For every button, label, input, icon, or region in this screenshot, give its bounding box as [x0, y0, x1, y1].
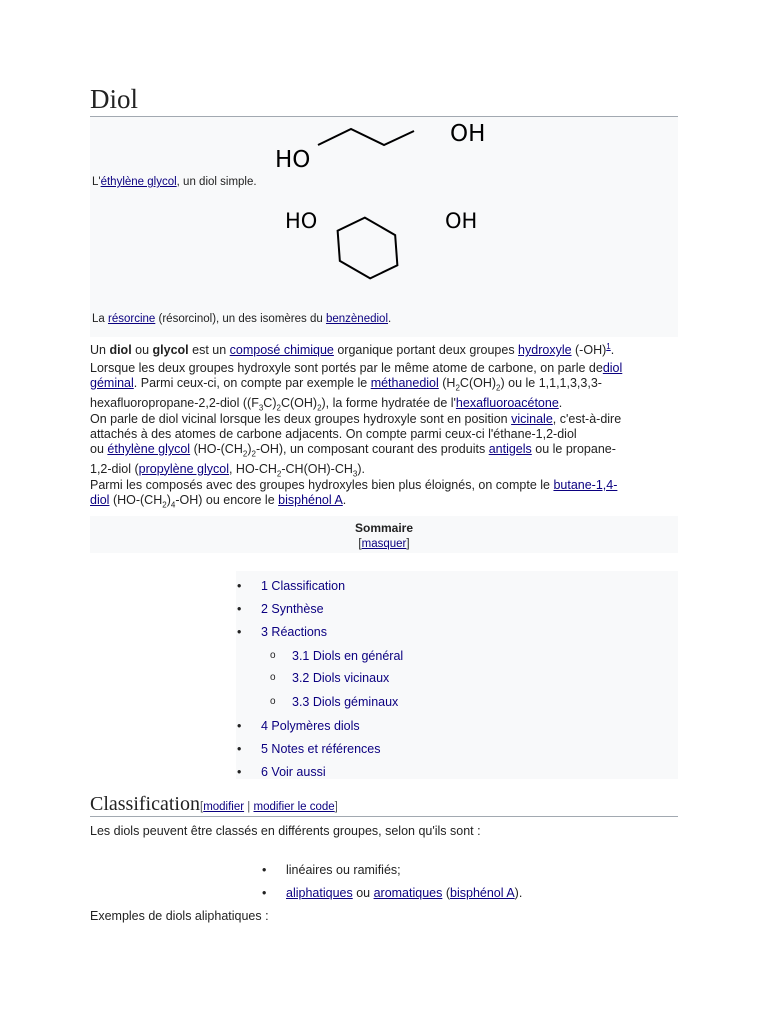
page-title: Diol: [90, 84, 139, 114]
link-bisphenol-a-2[interactable]: bisphénol A: [450, 886, 515, 900]
link-butanediol[interactable]: butane-1,4- diol: [90, 478, 618, 507]
link-propylene-glycol[interactable]: propylène glycol: [138, 461, 229, 476]
link-hexafluoroacetone[interactable]: hexafluoroacétone: [455, 395, 559, 410]
toc-item[interactable]: o 3.2 Diols vicinaux: [270, 671, 390, 685]
ho-label: HO: [285, 209, 318, 233]
toc-title: Sommaire: [354, 521, 414, 535]
resorcinol-structure: [280, 202, 500, 292]
oh-label: OH: [445, 209, 478, 233]
ref-1[interactable]: 1: [606, 342, 611, 351]
toc-header: [90, 516, 678, 553]
link-resorcine[interactable]: résorcine: [108, 313, 156, 325]
link-bisphenol-a[interactable]: bisphénol A: [278, 493, 343, 507]
link-diol-geminal[interactable]: diol géminal: [90, 361, 623, 390]
examples-label: Exemples de diols aliphatiques :: [90, 909, 269, 923]
figure-box: [90, 117, 678, 337]
edit-link[interactable]: modifier: [203, 801, 245, 813]
figure1-caption: L'éthylène glycol, un diol simple.: [92, 176, 257, 188]
link-aliphatiques[interactable]: aliphatiques: [286, 886, 353, 900]
link-hydroxyle[interactable]: hydroxyle: [518, 343, 572, 358]
toc-item[interactable]: • 2 Synthèse: [237, 602, 324, 616]
toc-list: [236, 571, 678, 779]
link-ethylene-glycol-2[interactable]: éthylène glycol: [107, 442, 191, 456]
toc-item[interactable]: • 4 Polymères diols: [237, 719, 360, 733]
section-divider: [90, 816, 678, 817]
list-item: • linéaires ou ramifiés;: [262, 863, 401, 877]
toc-item[interactable]: • 3 Réactions: [237, 625, 328, 639]
link-ethylene-glycol[interactable]: éthylène glycol: [100, 176, 177, 188]
toc-toggle: [masquer]: [358, 538, 410, 550]
toc-item[interactable]: o 3.1 Diols en général: [270, 649, 404, 663]
section-heading-classification: Classification[modifier | modifier le code]: [90, 793, 338, 815]
classification-intro: Les diols peuvent être classés en différents groupes, selon qu'ils sont :: [90, 824, 481, 838]
section-edit-links: [modifier | modifier le code]: [199, 801, 338, 813]
edit-source-link[interactable]: modifier le code: [253, 801, 335, 813]
link-methanediol[interactable]: méthanediol: [370, 376, 439, 390]
toc-item[interactable]: o 3.3 Diols géminaux: [270, 695, 399, 709]
link-benzenediol[interactable]: benzènediol: [325, 313, 388, 325]
toc-item[interactable]: • 1 Classification: [237, 579, 346, 593]
distant-paragraph: Parmi les composés avec des groupes hydroxyles bien plus éloignés, on compte le butane-1,4- diol $(HO-(CH_2)_4-OH)$ ou encore le bisphénol A.: [90, 478, 618, 510]
intro-paragraph: Un diol ou glycol est un composé chimique organique portant deux groupes hydroxyle $(-OH)^1$.: [90, 342, 615, 358]
toc-hide-link[interactable]: masquer: [361, 538, 407, 550]
vicinal-paragraph: On parle de diol vicinal lorsque les deux groupes hydroxyle sont en position vicinale, c'est-à-dire attachés à des atomes de carbone adjacents. On compte parmi ceux-ci l'éthane-1,2-diol ou éthylène glycol $(HO-(CH_2)_2-OH)$, un composant courant des produits antigels ou le propane- 1,2-diol (propylène glycol, $HO-CH_2-CH(OH)-CH_3$).: [90, 412, 622, 478]
figure2-caption: La résorcine (résorcinol), un des isomères du benzènediol.: [92, 313, 392, 325]
link-antigels[interactable]: antigels: [488, 442, 532, 456]
link-compose-chimique[interactable]: composé chimique: [229, 343, 334, 358]
ho-label: HO: [275, 147, 311, 173]
ethylene-glycol-structure: [270, 117, 500, 177]
link-aromatiques[interactable]: aromatiques: [373, 886, 443, 900]
geminal-paragraph: Lorsque les deux groupes hydroxyle sont portés par le même atome de carbone, on parle dediol géminal. Parmi ceux-ci, on compte par exemple le méthanediol $(H_2C(OH)_2)$ ou le 1,1,1,3,3,3- hexafluoropropane-2,2-diol $((F_3C)_2C(OH)_2)$, la forme hydratée de l'hexafluoroacétone.: [90, 361, 623, 412]
toc-item[interactable]: • 5 Notes et références: [237, 742, 381, 756]
oh-label: OH: [450, 121, 486, 147]
list-item: • aliphatiques ou aromatiques (bisphénol A).: [262, 886, 523, 900]
toc-item[interactable]: • 6 Voir aussi: [237, 765, 326, 779]
link-vicinale[interactable]: vicinale: [511, 412, 553, 426]
